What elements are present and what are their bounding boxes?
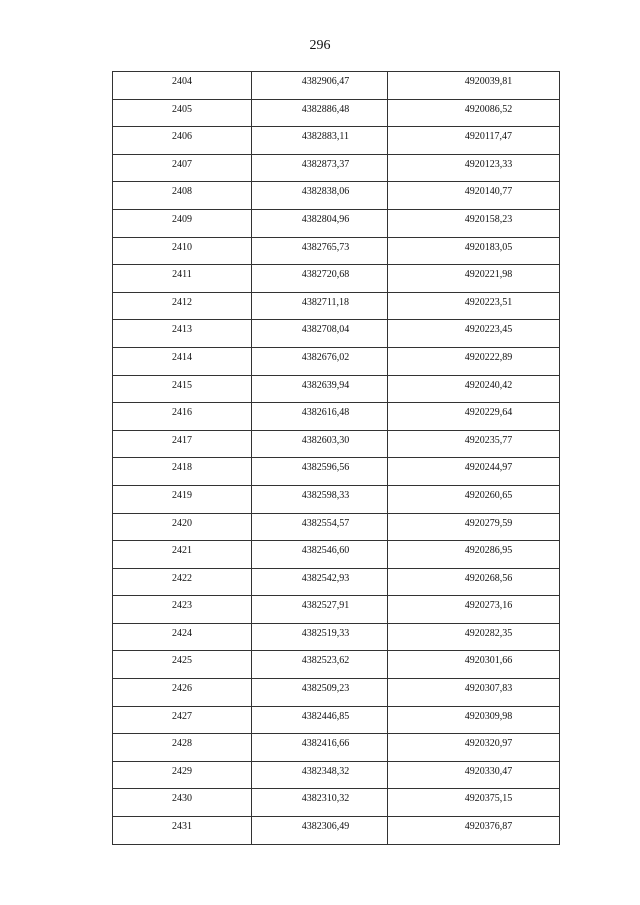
x-coordinate-text: 4382873,37	[301, 158, 350, 170]
point-number-text: 2406	[172, 131, 192, 143]
point-number-text: 2429	[172, 765, 192, 777]
table-row	[113, 761, 560, 789]
x-coordinate-cell	[252, 541, 388, 569]
x-coordinate-cell	[252, 320, 388, 348]
point-number-cell	[113, 596, 252, 624]
point-number-cell	[113, 734, 252, 762]
x-coordinate-text: 4382603,30	[301, 434, 350, 446]
x-coordinate-text: 4382765,73	[301, 241, 350, 253]
x-coordinate-cell	[252, 596, 388, 624]
y-coordinate-cell	[388, 99, 560, 127]
y-coordinate-text: 4920376,87	[464, 821, 513, 833]
point-number-text: 2416	[172, 407, 192, 419]
y-coordinate-cell	[388, 789, 560, 817]
coordinates-table-body	[113, 72, 560, 845]
point-number-text: 2405	[172, 103, 192, 115]
y-coordinate-text: 4920286,95	[464, 545, 513, 557]
y-coordinate-cell	[388, 623, 560, 651]
point-number-cell	[113, 651, 252, 679]
point-number-text: 2422	[172, 572, 192, 584]
x-coordinate-text: 4382711,18	[301, 296, 350, 308]
point-number-text: 2413	[172, 324, 192, 336]
x-coordinate-text: 4382596,56	[301, 462, 350, 474]
y-coordinate-text: 4920320,97	[464, 738, 513, 750]
point-number-text: 2425	[172, 655, 192, 667]
point-number-cell	[113, 209, 252, 237]
table-row	[113, 485, 560, 513]
point-number-cell	[113, 237, 252, 265]
x-coordinate-text: 4382509,23	[301, 683, 350, 695]
point-number-cell	[113, 403, 252, 431]
point-number-text: 2412	[172, 296, 192, 308]
x-coordinate-text: 4382306,49	[301, 821, 350, 833]
table-row	[113, 458, 560, 486]
table-row	[113, 706, 560, 734]
table-row	[113, 292, 560, 320]
x-coordinate-text: 4382348,32	[301, 765, 350, 777]
x-coordinate-text: 4382883,11	[301, 131, 350, 143]
page-number: 296	[309, 38, 331, 53]
point-number-text: 2426	[172, 683, 192, 695]
table-row	[113, 375, 560, 403]
x-coordinate-cell	[252, 375, 388, 403]
y-coordinate-cell	[388, 182, 560, 210]
point-number-text: 2415	[172, 379, 192, 391]
x-coordinate-cell	[252, 485, 388, 513]
table-row	[113, 237, 560, 265]
x-coordinate-cell	[252, 72, 388, 100]
point-number-text: 2409	[172, 213, 192, 225]
y-coordinate-text: 4920240,42	[464, 379, 513, 391]
table-row	[113, 154, 560, 182]
table-row	[113, 72, 560, 100]
point-number-cell	[113, 127, 252, 155]
x-coordinate-text: 4382906,47	[301, 76, 350, 87]
table-row	[113, 541, 560, 569]
point-number-cell	[113, 375, 252, 403]
point-number-cell	[113, 761, 252, 789]
point-number-text: 2404	[172, 76, 192, 87]
point-number-cell	[113, 320, 252, 348]
y-coordinate-text: 4920086,52	[464, 103, 513, 115]
point-number-text: 2423	[172, 600, 192, 612]
y-coordinate-text: 4920301,66	[464, 655, 513, 667]
y-coordinate-cell	[388, 209, 560, 237]
point-number-cell	[113, 568, 252, 596]
y-coordinate-text: 4920039,81	[464, 76, 513, 87]
x-coordinate-text: 4382416,66	[301, 738, 350, 750]
point-number-text: 2411	[172, 269, 192, 281]
x-coordinate-cell	[252, 127, 388, 155]
x-coordinate-cell	[252, 789, 388, 817]
table-row	[113, 127, 560, 155]
y-coordinate-text: 4920273,16	[464, 600, 513, 612]
x-coordinate-text: 4382720,68	[301, 269, 350, 281]
point-number-text: 2421	[172, 545, 192, 557]
y-coordinate-text: 4920268,56	[464, 572, 513, 584]
x-coordinate-text: 4382616,48	[301, 407, 350, 419]
table-row	[113, 430, 560, 458]
table-row	[113, 182, 560, 210]
x-coordinate-text: 4382542,93	[301, 572, 350, 584]
y-coordinate-text: 4920260,65	[464, 489, 513, 501]
y-coordinate-text: 4920117,47	[464, 131, 513, 143]
x-coordinate-text: 4382446,85	[301, 710, 350, 722]
point-number-cell	[113, 541, 252, 569]
y-coordinate-text: 4920282,35	[464, 627, 513, 639]
point-number-text: 2407	[172, 158, 192, 170]
coordinates-table	[112, 71, 560, 845]
point-number-text: 2424	[172, 627, 192, 639]
x-coordinate-cell	[252, 513, 388, 541]
y-coordinate-text: 4920222,89	[464, 351, 513, 363]
y-coordinate-cell	[388, 596, 560, 624]
x-coordinate-cell	[252, 154, 388, 182]
y-coordinate-cell	[388, 375, 560, 403]
x-coordinate-text: 4382523,62	[301, 655, 350, 667]
y-coordinate-text: 4920223,45	[464, 324, 513, 336]
table-row	[113, 789, 560, 817]
point-number-text: 2428	[172, 738, 192, 750]
table-row	[113, 734, 560, 762]
y-coordinate-text: 4920229,64	[464, 407, 513, 419]
y-coordinate-cell	[388, 761, 560, 789]
y-coordinate-text: 4920183,05	[464, 241, 513, 253]
point-number-cell	[113, 706, 252, 734]
x-coordinate-cell	[252, 99, 388, 127]
point-number-cell	[113, 265, 252, 293]
point-number-text: 2410	[172, 241, 192, 253]
x-coordinate-cell	[252, 292, 388, 320]
point-number-cell	[113, 458, 252, 486]
y-coordinate-cell	[388, 347, 560, 375]
y-coordinate-cell	[388, 513, 560, 541]
x-coordinate-cell	[252, 734, 388, 762]
point-number-text: 2431	[172, 821, 192, 833]
table-row	[113, 403, 560, 431]
x-coordinate-cell	[252, 706, 388, 734]
y-coordinate-cell	[388, 817, 560, 845]
x-coordinate-cell	[252, 182, 388, 210]
table-row	[113, 596, 560, 624]
point-number-cell	[113, 485, 252, 513]
point-number-text: 2427	[172, 710, 192, 722]
point-number-text: 2418	[172, 462, 192, 474]
x-coordinate-text: 4382708,04	[301, 324, 350, 336]
point-number-cell	[113, 182, 252, 210]
table-row	[113, 568, 560, 596]
y-coordinate-text: 4920375,15	[464, 793, 513, 805]
point-number-cell	[113, 623, 252, 651]
table-row	[113, 99, 560, 127]
point-number-text: 2420	[172, 517, 192, 529]
y-coordinate-text: 4920330,47	[464, 765, 513, 777]
x-coordinate-text: 4382527,91	[301, 600, 350, 612]
x-coordinate-cell	[252, 679, 388, 707]
point-number-cell	[113, 513, 252, 541]
x-coordinate-cell	[252, 458, 388, 486]
y-coordinate-text: 4920123,33	[464, 158, 513, 170]
x-coordinate-cell	[252, 265, 388, 293]
point-number-text: 2417	[172, 434, 192, 446]
y-coordinate-cell	[388, 237, 560, 265]
y-coordinate-cell	[388, 485, 560, 513]
x-coordinate-cell	[252, 651, 388, 679]
point-number-text: 2414	[172, 351, 192, 363]
x-coordinate-cell	[252, 209, 388, 237]
table-row	[113, 209, 560, 237]
x-coordinate-text: 4382804,96	[301, 213, 350, 225]
y-coordinate-text: 4920221,98	[464, 269, 513, 281]
x-coordinate-cell	[252, 237, 388, 265]
point-number-cell	[113, 789, 252, 817]
point-number-cell	[113, 679, 252, 707]
x-coordinate-text: 4382639,94	[301, 379, 350, 391]
table-row	[113, 320, 560, 348]
table-row	[113, 513, 560, 541]
point-number-text: 2408	[172, 186, 192, 198]
y-coordinate-text: 4920158,23	[464, 213, 513, 225]
y-coordinate-cell	[388, 320, 560, 348]
y-coordinate-cell	[388, 651, 560, 679]
x-coordinate-text: 4382886,48	[301, 103, 350, 115]
x-coordinate-cell	[252, 347, 388, 375]
point-number-cell	[113, 347, 252, 375]
point-number-text: 2430	[172, 793, 192, 805]
point-number-cell	[113, 817, 252, 845]
point-number-cell	[113, 154, 252, 182]
y-coordinate-text: 4920140,77	[464, 186, 513, 198]
x-coordinate-text: 4382310,32	[301, 793, 350, 805]
y-coordinate-text: 4920279,59	[464, 517, 513, 529]
x-coordinate-text: 4382838,06	[301, 186, 350, 198]
x-coordinate-text: 4382598,33	[301, 489, 350, 501]
y-coordinate-text: 4920309,98	[464, 710, 513, 722]
x-coordinate-text: 4382676,02	[301, 351, 350, 363]
table-row	[113, 817, 560, 845]
x-coordinate-text: 4382546,60	[301, 545, 350, 557]
point-number-text: 2419	[172, 489, 192, 501]
y-coordinate-cell	[388, 706, 560, 734]
y-coordinate-cell	[388, 403, 560, 431]
y-coordinate-cell	[388, 430, 560, 458]
table-row	[113, 347, 560, 375]
y-coordinate-cell	[388, 292, 560, 320]
y-coordinate-text: 4920244,97	[464, 462, 513, 474]
table-row	[113, 265, 560, 293]
y-coordinate-cell	[388, 458, 560, 486]
point-number-cell	[113, 99, 252, 127]
table-row	[113, 623, 560, 651]
x-coordinate-text: 4382554,57	[301, 517, 350, 529]
y-coordinate-cell	[388, 127, 560, 155]
y-coordinate-cell	[388, 265, 560, 293]
x-coordinate-cell	[252, 430, 388, 458]
point-number-cell	[113, 430, 252, 458]
y-coordinate-cell	[388, 72, 560, 100]
y-coordinate-text: 4920307,83	[464, 683, 513, 695]
y-coordinate-text: 4920223,51	[464, 296, 513, 308]
y-coordinate-cell	[388, 679, 560, 707]
y-coordinate-cell	[388, 568, 560, 596]
y-coordinate-text: 4920235,77	[464, 434, 513, 446]
y-coordinate-cell	[388, 541, 560, 569]
point-number-cell	[113, 72, 252, 100]
table-row	[113, 651, 560, 679]
x-coordinate-cell	[252, 403, 388, 431]
x-coordinate-cell	[252, 817, 388, 845]
x-coordinate-text: 4382519,33	[301, 627, 350, 639]
point-number-cell	[113, 292, 252, 320]
x-coordinate-cell	[252, 568, 388, 596]
x-coordinate-cell	[252, 761, 388, 789]
table-row	[113, 679, 560, 707]
y-coordinate-cell	[388, 734, 560, 762]
y-coordinate-cell	[388, 154, 560, 182]
x-coordinate-cell	[252, 623, 388, 651]
